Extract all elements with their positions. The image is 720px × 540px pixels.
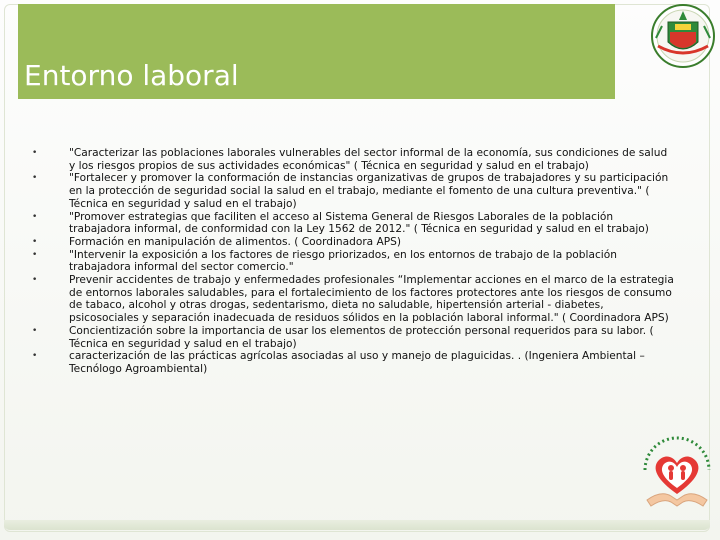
bullet-item [26, 350, 676, 375]
bullet-item [26, 325, 676, 350]
municipal-crest-icon [648, 2, 718, 70]
bullet-item [26, 211, 676, 236]
bullet-dot-icon: • [32, 148, 38, 158]
health-campaign-logo-icon [637, 430, 717, 510]
bullet-dot-icon: • [32, 249, 38, 260]
bullet-dot-icon: • [32, 211, 38, 222]
bullet-text: caracterización de las prácticas agrícolas asociadas al uso y manejo de plaguicidas. . (Ingeniera Ambiental –Tecnólogo Agroambiental) [69, 350, 645, 375]
bullet-dot-icon: • [32, 351, 38, 362]
bullet-text: "Fortalecer y promover la conformación de instancias organizativas de grupos de trabajadores y su participación en la protección de seguridad social la salud en el trabajo, mediante el fomento de una cultura preventiva." ( Técnica en seguridad y salud en el trabajo) [69, 172, 669, 210]
bullet-text: "Promover estrategias que faciliten el acceso al Sistema General de Riesgos Laborales de la población trabajadora informal, de conformidad con la Ley 1562 de 2012." ( Técnica en seguridad y salud en el trabajo) [69, 210, 649, 236]
bullet-text: "Caracterizar las poblaciones laborales vulnerables del sector informal de la economía, sus condiciones de salud y los riesgos propios de sus actividades económicas" ( Técnica en seguridad y salud en el trabajo) [69, 147, 668, 172]
title-bar [18, 4, 615, 99]
bullet-list [26, 147, 676, 376]
bullet-dot-icon: • [32, 325, 38, 336]
bullet-dot-icon: • [32, 173, 38, 184]
bullet-item [26, 236, 676, 249]
footer-bar [4, 520, 710, 530]
bullet-item [26, 172, 676, 210]
bullet-text: Prevenir accidentes de trabajo y enfermedades profesionales “Implementar acciones en el marco de la estrategia de entornos laborales saludables, para el fortalecimiento de los factores protectores ante los riesgos de consumo de tabaco, alcohol y otras drogas, sedentarismo, dieta no saludable, hipertensión arterial - diabetes, psicosociales y separación inadecuada de residuos sólidos en la población laboral informal." ( Coordinadora APS) [69, 274, 674, 325]
bullet-dot-icon: • [32, 236, 38, 247]
bullet-item [26, 249, 676, 274]
slide-title: Entorno laboral [24, 59, 239, 92]
bullet-item [26, 274, 676, 325]
bullet-text: "Intervenir la exposición a los factores de riesgo priorizados, en los entornos de trabajo de la población trabajadora informal del sector comercio." [69, 248, 617, 274]
bullet-text: Formación en manipulación de alimentos. ( Coordinadora APS) [69, 235, 402, 248]
bullet-dot-icon: • [32, 275, 38, 286]
bullet-text: Concientización sobre la importancia de usar los elementos de protección personal requeridos para su labor. ( Técnica en seguridad y salud en el trabajo) [69, 324, 654, 350]
bullet-item [26, 147, 676, 172]
